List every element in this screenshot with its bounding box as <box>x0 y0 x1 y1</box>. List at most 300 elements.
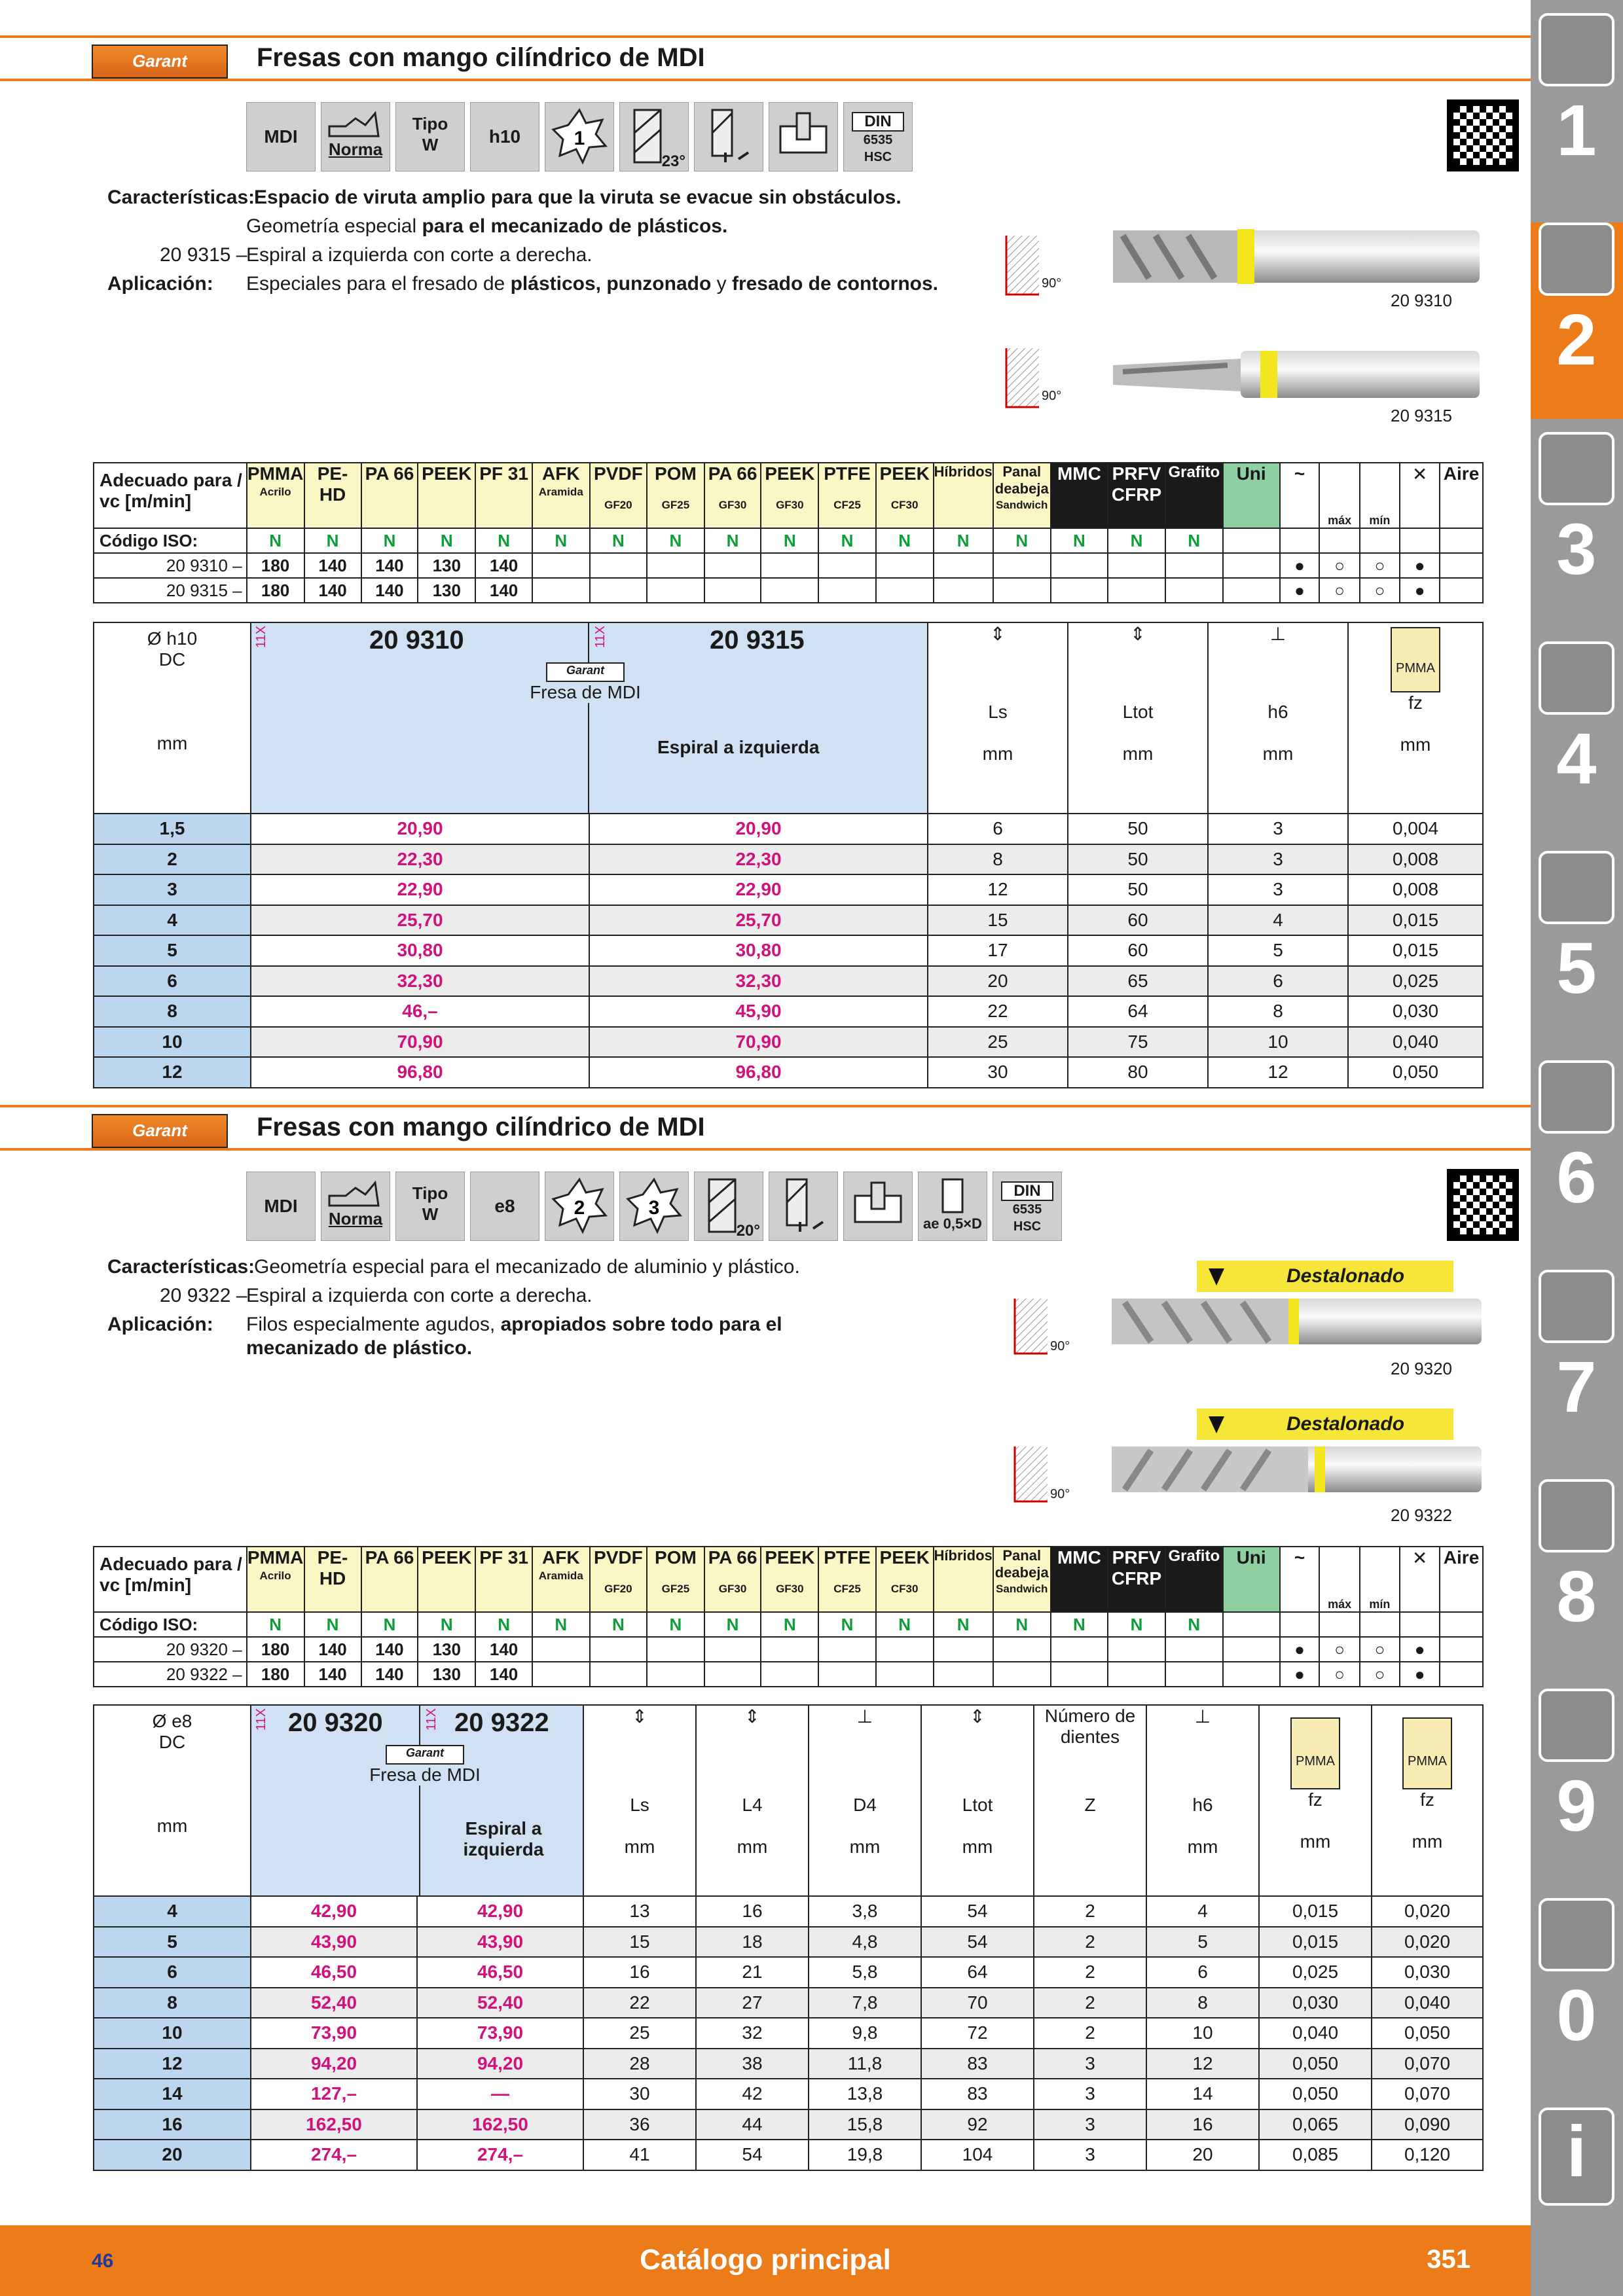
dia-cell: 3 <box>94 874 251 905</box>
chapter-tab-info[interactable] <box>1537 2108 1616 2296</box>
x11-tag: 11X <box>593 626 608 649</box>
price-table-1 <box>93 622 1484 1088</box>
picto-tipo: Tipo W <box>395 1172 465 1241</box>
value-cell: 65 <box>1068 966 1208 997</box>
value-cell: 0,020 <box>1372 1896 1483 1927</box>
dia-cell: 6 <box>94 966 251 997</box>
material-table-2: Adecuado para / vc [m/min] PMMA Acrilo PE-HD PA 66 PEEK PF 31 AFK Aramida PVDF GF20 POM GF25 PA 66 GF30 PEEK GF30 PTFE CF25 PEEK CF30 Híbridos Panal deabeja Sandwich MMC PRFV CFRP Grafito Uni ~ máx mín ✕ Aire Código ISO: N N N N N N N N N N N N N N N N N 20 9320 – 180 140 140 130 140 ● ○ ○ ● 20 9322 – 180 140 140 130 140 ● ○ ○ ● <box>93 1546 1484 1687</box>
chapter-sidebar <box>1531 0 1623 2296</box>
value-cell: 0,050 <box>1348 1057 1483 1088</box>
price-cell: 20,90 <box>589 814 928 844</box>
dia-cell: 4 <box>94 1896 251 1927</box>
material-table-1 <box>93 462 1484 603</box>
value-cell: 16 <box>696 1896 809 1927</box>
chapter-tab-4[interactable] <box>1537 641 1616 844</box>
table-row <box>94 2049 1483 2079</box>
price-cell: 42,90 <box>417 1896 583 1927</box>
value-cell: 22 <box>583 1988 696 2018</box>
material-row-209310: 20 9310 – 180 140 140 130 140 ● ○ ○ ● <box>94 553 1483 578</box>
value-cell: 21 <box>696 1957 809 1988</box>
value-cell: 54 <box>921 1896 1034 1927</box>
mat-col: PA 66 GF30 <box>704 463 761 528</box>
price-cell: 70,90 <box>589 1027 928 1058</box>
dia-cell: 4 <box>94 905 251 936</box>
chapter-tab-5[interactable] <box>1537 851 1616 1054</box>
value-cell: 0,030 <box>1259 1988 1372 2018</box>
price-cell: 30,80 <box>589 935 928 966</box>
tool-caption-209322: 20 9322 <box>1391 1505 1452 1525</box>
qr-code-2[interactable] <box>1447 1169 1519 1241</box>
mat-col: Uni <box>1223 463 1280 528</box>
din-label: DIN <box>852 112 904 132</box>
table-row <box>94 1957 1483 1988</box>
price-body-1 <box>94 814 1483 1088</box>
value-cell: 70 <box>921 1988 1034 2018</box>
value-cell: 15 <box>928 905 1068 936</box>
iso-row: Código ISO: N N N N N N N N N N N N N N N N N <box>94 528 1483 553</box>
price-cell: 94,20 <box>417 2049 583 2079</box>
value-cell: 83 <box>921 2079 1034 2109</box>
table-row <box>94 2079 1483 2109</box>
dia-header: Ø h10 DC mm <box>94 622 251 814</box>
value-cell: 15,8 <box>809 2109 921 2140</box>
value-cell: 4 <box>1208 905 1348 936</box>
mat-col: PEEK CF30 <box>876 463 934 528</box>
value-cell: 25 <box>928 1027 1068 1058</box>
picto-plunge <box>843 1172 913 1241</box>
value-cell: 4 <box>1146 1896 1259 1927</box>
price-cell: 94,20 <box>251 2049 417 2079</box>
table-row <box>94 1988 1483 2018</box>
value-cell: 8 <box>928 844 1068 875</box>
caract-line2: Geometría especial para el mecanizado de plásticos. <box>246 215 728 237</box>
price-cell: 96,80 <box>589 1057 928 1088</box>
cut-direction-icon <box>774 1176 833 1235</box>
destalonado-badge-2: Destalonado <box>1237 1408 1453 1440</box>
material-header-row <box>94 463 1483 528</box>
value-cell: 0,015 <box>1348 905 1483 936</box>
picto-teeth-2 <box>545 1172 614 1241</box>
chapter-tab-3[interactable] <box>1537 432 1616 635</box>
dia-cell: 6 <box>94 1957 251 1988</box>
picto-ae: ae 0,5×D <box>918 1172 987 1241</box>
article-209315: 20 9315 <box>710 626 805 655</box>
value-cell: 75 <box>1068 1027 1208 1058</box>
chapter-number: 7 <box>1556 1347 1597 1427</box>
picto-tipo <box>395 102 465 171</box>
value-cell: 0,040 <box>1259 2018 1372 2049</box>
value-cell: 20 <box>1146 2140 1259 2170</box>
price-cell: 73,90 <box>251 2018 417 2049</box>
price-cell: 52,40 <box>251 1988 417 2018</box>
value-cell: 8 <box>1146 1988 1259 2018</box>
mat-col: Panal deabeja Sandwich <box>993 463 1051 528</box>
col-fz: PMMA fz mm <box>1348 622 1483 814</box>
picto-norma: Norma <box>321 1172 390 1241</box>
chapter-number: 4 <box>1556 719 1597 799</box>
value-cell: 104 <box>921 2140 1034 2170</box>
dia-cell: 14 <box>94 2079 251 2109</box>
material-row-209322: 20 9322 – 180 140 140 130 140 ● ○ ○ ● <box>94 1662 1483 1687</box>
section2-features: Características: Geometría especial para el mecanizado de aluminio y plástico. 20 9322 – Espiral a izquierda con corte a derecha. Aplicación: Filos especialmente agudos, apropiados sobre todo para el mecanizado de plástico. <box>107 1256 800 1359</box>
picto-tolerance: h10 <box>470 102 539 171</box>
footer-left-number: 46 <box>92 2250 114 2272</box>
value-cell: 0,008 <box>1348 874 1483 905</box>
price-cell: — <box>417 2079 583 2109</box>
value-cell: 60 <box>1068 935 1208 966</box>
value-cell: 7,8 <box>809 1988 921 2018</box>
value-cell: 3 <box>1208 844 1348 875</box>
star-teeth-icon <box>550 1176 609 1235</box>
value-cell: 20 <box>928 966 1068 997</box>
caliper-icon <box>1539 641 1614 715</box>
price-cell: 274,– <box>417 2140 583 2170</box>
section1-features <box>107 183 958 308</box>
value-cell: 13,8 <box>809 2079 921 2109</box>
tool-caption-209320: 20 9320 <box>1391 1359 1452 1378</box>
chapter-tab-8[interactable] <box>1537 1479 1616 1682</box>
value-cell: 17 <box>928 935 1068 966</box>
value-cell: 5 <box>1146 1927 1259 1958</box>
value-cell: 3 <box>1034 2109 1146 2140</box>
mat-col: PA 66 <box>361 463 418 528</box>
table-row <box>94 2109 1483 2140</box>
value-cell: 11,8 <box>809 2049 921 2079</box>
mat-col: PTFE CF25 <box>818 463 876 528</box>
section2-header <box>0 1105 1531 1151</box>
value-cell: 3,8 <box>809 1896 921 1927</box>
price-cell: 42,90 <box>251 1896 417 1927</box>
table-row <box>94 996 1483 1027</box>
dia-cell: 8 <box>94 1988 251 2018</box>
value-cell: 9,8 <box>809 2018 921 2049</box>
value-cell: 54 <box>921 1927 1034 1958</box>
price-cell: 22,30 <box>589 844 928 875</box>
value-cell: 0,015 <box>1259 1927 1372 1958</box>
value-cell: 28 <box>583 2049 696 2079</box>
destalonado-badge-1: Destalonado <box>1237 1261 1453 1292</box>
mat-col: POM GF25 <box>647 463 704 528</box>
col-ltot: ⇕ Ltot mm <box>1068 622 1208 814</box>
price-cell: 32,30 <box>251 966 589 997</box>
section2-pictograms <box>246 1172 1097 1241</box>
value-cell: 80 <box>1068 1057 1208 1088</box>
chapter-number: 1 <box>1556 90 1597 171</box>
price-cell: 32,30 <box>589 966 928 997</box>
dia-cell: 10 <box>94 2018 251 2049</box>
price-cell: 43,90 <box>417 1927 583 1958</box>
chapter-tab-1[interactable] <box>1537 13 1616 216</box>
value-cell: 2 <box>1034 1988 1146 2018</box>
value-cell: 50 <box>1068 844 1208 875</box>
price-cell: 73,90 <box>417 2018 583 2049</box>
iso-label: Código ISO: <box>94 528 247 553</box>
value-cell: 30 <box>928 1057 1068 1088</box>
price-cell: 46,50 <box>251 1957 417 1988</box>
mat-col: Grafito <box>1165 463 1223 528</box>
table-row <box>94 2018 1483 2049</box>
table-row <box>94 905 1483 936</box>
value-cell: 0,008 <box>1348 844 1483 875</box>
picto-tipo-value: W <box>422 135 439 154</box>
aplic-text: Especiales para el fresado de plásticos, punzonado y fresado de contornos. <box>246 273 938 295</box>
picto-plunge <box>769 102 838 171</box>
section1-pictograms <box>246 102 927 171</box>
saw-icon <box>1539 851 1614 924</box>
value-cell: 2 <box>1034 2018 1146 2049</box>
section1-title: Fresas con mango cilíndrico de MDI <box>257 43 705 72</box>
angle-label-1: 90° <box>1042 276 1062 291</box>
tool-image-209315 <box>1005 346 1489 411</box>
value-cell: 0,090 <box>1372 2109 1483 2140</box>
price-table-2: Ø e8 DC mm 11X 20 9320 11X 20 9322 Garant Fresa de MDI Espiral a izquierda ⇕ Ls mm ⇕ L4 mm ⊥ D4 mm ⇕ Ltot mm Número de dientes Z ⊥ h6 mm PMMA fz mm PMMA fz mm 4 42,90 42,90 13 16 3,8 54 2 4 0,015 0,020 5 43,90 43,90 15 18 4,8 54 2 5 0,015 0,020 6 46,50 46,50 16 21 5,8 64 2 6 0,025 0,030 8 52,40 52,40 22 27 7,8 70 2 8 0,030 0,040 10 73,90 73,90 25 32 9,8 72 2 10 0,040 0,050 12 94,20 94,20 28 38 11,8 83 3 12 0,050 0,070 14 127,– — 30 42 13,8 83 3 14 0,050 0,070 16 162,50 162,50 36 44 15,8 92 3 16 0,065 0,090 20 274,– 274,– 41 54 19,8 104 3 20 0,085 0,120 <box>93 1704 1484 2171</box>
material-head-label: Adecuado para / vc [m/min] <box>94 463 247 528</box>
picto-tipo-label: Tipo <box>412 114 448 134</box>
value-cell: 44 <box>696 2109 809 2140</box>
value-cell: 72 <box>921 2018 1034 2049</box>
table-row <box>94 1896 1483 1927</box>
info-icon: i <box>1539 2108 1614 2206</box>
cabinet-icon <box>1539 1689 1614 1762</box>
value-cell: 0,015 <box>1348 935 1483 966</box>
caract-label: Características: <box>107 187 255 208</box>
value-cell: 0,015 <box>1259 1896 1372 1927</box>
picto-din: DIN 6535 HSC <box>993 1172 1062 1241</box>
insert-icon <box>1539 223 1614 296</box>
picto-din <box>843 102 913 171</box>
svg-text:3: 3 <box>648 1197 660 1219</box>
table-row <box>94 814 1483 844</box>
value-cell: 10 <box>1146 2018 1259 2049</box>
value-cell: 8 <box>1208 996 1348 1027</box>
helix-angle-value: 23° <box>661 152 685 170</box>
price-cell: 22,90 <box>251 874 589 905</box>
material-row-209315: 20 9315 – 180 140 140 130 140 ● ○ ○ ● <box>94 578 1483 603</box>
price-cell: 46,50 <box>417 1957 583 1988</box>
chapter-tab-0[interactable] <box>1537 1898 1616 2101</box>
value-cell: 64 <box>1068 996 1208 1027</box>
tool-image-209310 <box>1005 223 1489 301</box>
col-ls: ⇕ Ls mm <box>928 622 1068 814</box>
picto-cut-direction <box>769 1172 838 1241</box>
chapter-number: 0 <box>1556 1975 1597 2056</box>
tool-set-icon <box>1539 1479 1614 1552</box>
chapter-number: 2 <box>1556 300 1597 380</box>
x11-tag: 11X <box>254 626 268 649</box>
value-cell: 6 <box>1208 966 1348 997</box>
tool-caption-209310: 20 9310 <box>1391 291 1452 310</box>
dia-cell: 2 <box>94 844 251 875</box>
picto-helix-angle: 20° <box>694 1172 763 1241</box>
value-cell: 0,004 <box>1348 814 1483 844</box>
mat-col: PMMA Acrilo <box>247 463 304 528</box>
price-body-2 <box>94 1896 1483 2170</box>
value-cell: 25 <box>583 2018 696 2049</box>
value-cell: 92 <box>921 2109 1034 2140</box>
price-cell: 162,50 <box>417 2109 583 2140</box>
dia-cell: 20 <box>94 2140 251 2170</box>
caract-line1: Espacio de viruta amplio para que la viruta se evacue sin obstáculos. <box>254 187 902 208</box>
value-cell: 12 <box>1146 2049 1259 2079</box>
value-cell: 0,025 <box>1259 1957 1372 1988</box>
espiral-label: Espiral a izquierda <box>657 737 820 757</box>
value-cell: 0,070 <box>1372 2079 1483 2109</box>
value-cell: 0,030 <box>1372 1957 1483 1988</box>
value-cell: 0,070 <box>1372 2049 1483 2079</box>
value-cell: 12 <box>928 874 1068 905</box>
page-footer <box>0 2225 1531 2296</box>
table-row <box>94 1927 1483 1958</box>
price-cell: 43,90 <box>251 1927 417 1958</box>
col-h6: ⊥ h6 mm <box>1208 622 1348 814</box>
value-cell: 3 <box>1208 874 1348 905</box>
table-row <box>94 844 1483 875</box>
table-row <box>94 1027 1483 1058</box>
safety-icon <box>1539 1898 1614 1971</box>
value-cell: 2 <box>1034 1896 1146 1927</box>
mat-col: PE-HD <box>304 463 361 528</box>
pliers-icon <box>1539 1270 1614 1343</box>
value-cell: 2 <box>1034 1957 1146 1988</box>
teeth-count: 1 <box>574 128 585 149</box>
value-cell: 0,040 <box>1372 1988 1483 2018</box>
dia-cell: 5 <box>94 1927 251 1958</box>
table-row <box>94 1057 1483 1088</box>
dia-cell: 1,5 <box>94 814 251 844</box>
price-cell: 25,70 <box>251 905 589 936</box>
chapter-tab-7[interactable] <box>1537 1270 1616 1473</box>
picto-cut-direction <box>694 102 763 171</box>
value-cell: 27 <box>696 1988 809 2018</box>
coolant-air: Aire <box>1440 463 1483 528</box>
price-cell: 274,– <box>251 2140 417 2170</box>
picto-mdi: MDI <box>246 102 316 171</box>
ae-depth-icon <box>930 1176 976 1215</box>
value-cell: 4,8 <box>809 1927 921 1958</box>
article-header <box>251 622 928 814</box>
angle-label-2: 90° <box>1042 389 1062 403</box>
value-cell: 5 <box>1208 935 1348 966</box>
dia-cell: 5 <box>94 935 251 966</box>
mat-col: AFK Aramida <box>532 463 590 528</box>
tool-image-209322: 90° <box>1013 1444 1491 1509</box>
din-number: 6535 <box>863 133 893 147</box>
star-teeth-icon <box>625 1176 684 1235</box>
star-teeth-icon <box>550 107 609 166</box>
chapter-number: 6 <box>1556 1138 1597 1218</box>
value-cell: 0,050 <box>1259 2049 1372 2079</box>
chapter-number: 3 <box>1556 509 1597 590</box>
value-cell: 0,020 <box>1372 1927 1483 1958</box>
picto-norma-label: Norma <box>328 139 383 159</box>
value-cell: 3 <box>1034 2049 1146 2079</box>
value-cell: 3 <box>1034 2079 1146 2109</box>
dia-cell: 10 <box>94 1027 251 1058</box>
value-cell: 83 <box>921 2049 1034 2079</box>
mat-col: PEEK GF30 <box>761 463 818 528</box>
price-cell: 20,90 <box>251 814 589 844</box>
dia-cell: 12 <box>94 2049 251 2079</box>
mat-col: PF 31 <box>475 463 532 528</box>
price-header <box>94 622 1483 814</box>
qr-code-1[interactable] <box>1447 99 1519 171</box>
chapter-tab-6[interactable] <box>1537 1060 1616 1263</box>
value-cell: 14 <box>1146 2079 1259 2109</box>
value-cell: 16 <box>583 1957 696 1988</box>
value-cell: 32 <box>696 2018 809 2049</box>
aplic-label: Aplicación: <box>107 273 213 295</box>
value-cell: 0,085 <box>1259 2140 1372 2170</box>
value-cell: 15 <box>583 1927 696 1958</box>
mat-col: MMC <box>1051 463 1108 528</box>
value-cell: 3 <box>1034 2140 1146 2170</box>
chapter-number: 5 <box>1556 928 1597 1009</box>
price-cell: 162,50 <box>251 2109 417 2140</box>
picto-norma <box>321 102 390 171</box>
value-cell: 42 <box>696 2079 809 2109</box>
picto-mdi: MDI <box>246 1172 316 1241</box>
value-cell: 2 <box>1034 1927 1146 1958</box>
price-cell: 25,70 <box>589 905 928 936</box>
plunge-milling-icon <box>774 107 833 166</box>
mat-col: Híbridos <box>934 463 993 528</box>
coolant-emulsion-icon: ~ <box>1280 463 1320 528</box>
value-cell: 0,025 <box>1348 966 1483 997</box>
value-cell: 41 <box>583 2140 696 2170</box>
price-cell: 30,80 <box>251 935 589 966</box>
value-cell: 0,120 <box>1372 2140 1483 2170</box>
product-description: Fresa de MDI <box>530 682 641 702</box>
value-cell: 0,030 <box>1348 996 1483 1027</box>
chapter-number: 9 <box>1556 1766 1597 1846</box>
value-cell: 22 <box>928 996 1068 1027</box>
picto-teeth <box>545 102 614 171</box>
value-cell: 13 <box>583 1896 696 1927</box>
value-cell: 0,050 <box>1372 2018 1483 2049</box>
value-cell: 54 <box>696 2140 809 2170</box>
article-209310: 20 9310 <box>369 626 464 655</box>
mat-col: PRFV CFRP <box>1108 463 1165 528</box>
value-cell: 5,8 <box>809 1957 921 1988</box>
section2-title: Fresas con mango cilíndrico de MDI <box>257 1113 705 1141</box>
mat-col: PVDF GF20 <box>590 463 647 528</box>
price-cell: 45,90 <box>589 996 928 1027</box>
picto-tolerance: e8 <box>470 1172 539 1241</box>
garant-mini-logo: Garant <box>546 662 625 682</box>
price-cell: 22,90 <box>589 874 928 905</box>
value-cell: 6 <box>1146 1957 1259 1988</box>
table-row <box>94 935 1483 966</box>
wrench-icon <box>1539 1060 1614 1134</box>
din-hsc: HSC <box>864 150 892 164</box>
tool-caption-209315: 20 9315 <box>1391 406 1452 425</box>
coolant-min: mín <box>1360 463 1400 528</box>
picto-teeth-3 <box>619 1172 689 1241</box>
value-cell: 3 <box>1208 814 1348 844</box>
section1-header <box>0 35 1531 81</box>
value-cell: 0,040 <box>1348 1027 1483 1058</box>
footer-title: Catálogo principal <box>640 2244 891 2276</box>
chapter-tab-9[interactable] <box>1537 1689 1616 1892</box>
chapter-tab-2[interactable] <box>1531 223 1623 419</box>
value-cell: 18 <box>696 1927 809 1958</box>
value-cell: 64 <box>921 1957 1034 1988</box>
value-cell: 12 <box>1208 1057 1348 1088</box>
coolant-none-icon: ✕ <box>1400 463 1440 528</box>
chuck-icon <box>1539 432 1614 505</box>
garant-logo: Garant <box>92 1114 228 1148</box>
price-cell: 96,80 <box>251 1057 589 1088</box>
